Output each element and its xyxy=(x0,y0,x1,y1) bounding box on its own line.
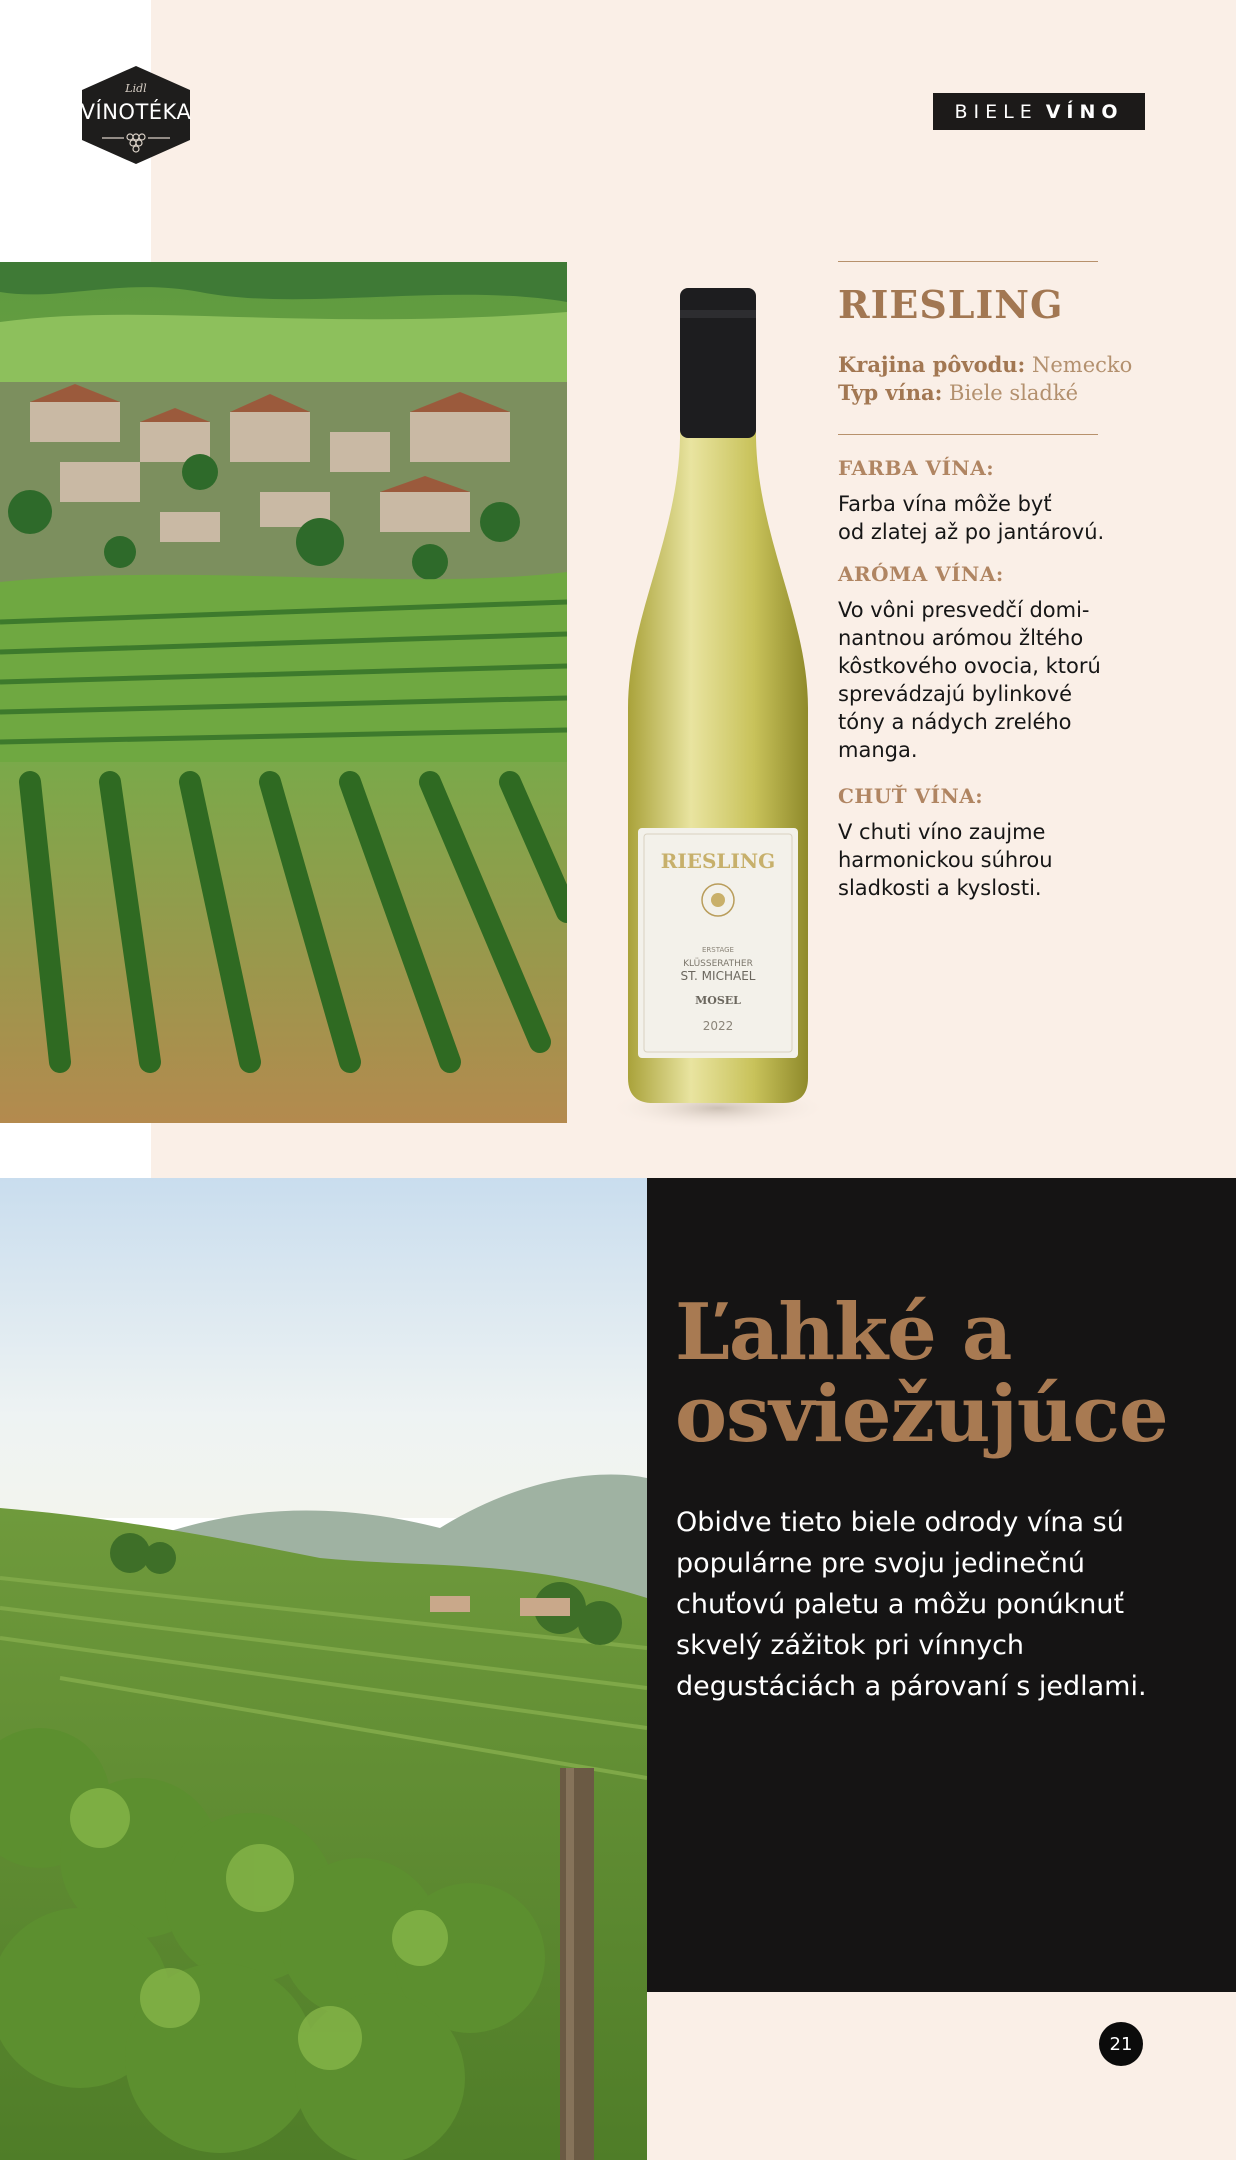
vinoteka-logo[interactable] xyxy=(78,64,194,166)
bottle-label-year: 2022 xyxy=(702,1019,734,1033)
vineyard-village-photo xyxy=(0,262,567,1123)
category-light: BIELE xyxy=(954,100,1038,123)
logo-brand: Lidl xyxy=(125,82,147,95)
bottle-label-producer-2: ST. MICHAEL xyxy=(680,969,756,983)
cream-footer-background xyxy=(647,1992,1236,2160)
type-value: Biele sladké xyxy=(949,381,1079,405)
origin-label: Krajina pôvodu: xyxy=(838,352,1026,377)
category-bold: VÍNO xyxy=(1045,100,1124,123)
taste-title: CHUŤ VÍNA: xyxy=(838,784,984,808)
vineyard-landscape-photo xyxy=(0,1178,647,2160)
bottle-label-name: RIESLING xyxy=(660,849,776,873)
aroma-body: Vo vôni presvedčí domi- nantnou arómou žltého kôstkového ovocia, ktorú sprevádzajú bylinkové tóny a nádych zrelého manga. xyxy=(838,598,1101,762)
riesling-bottle-image xyxy=(608,288,838,1138)
origin-line xyxy=(838,352,1132,377)
origin-value: Nemecko xyxy=(1031,353,1133,377)
bottle-label-region: MOSEL xyxy=(695,994,741,1007)
feature-body: Obidve tieto biele odrody vína sú populárne pre svoju jedinečnú chuťovú paletu a môžu ponúknuť skvelý zážitok pri vínnych degustáciách a párovaní s jedlami. xyxy=(676,1507,1147,1702)
logo-text: VÍNOTÉKA xyxy=(80,100,192,124)
wine-name: RIESLING xyxy=(838,282,1064,327)
category-badge xyxy=(933,93,1145,130)
taste-body: V chuti víno zaujme harmonickou súhrou sladkosti a kyslosti. xyxy=(838,820,1053,900)
page-number-badge xyxy=(1099,2022,1143,2066)
type-label: Typ vína: xyxy=(838,380,943,405)
bottle-label-producer-1: KLÜSSERATHER xyxy=(683,959,753,969)
aroma-title: ARÓMA VÍNA: xyxy=(838,562,1004,586)
feature-headline: Ľahké a osviežujúce xyxy=(675,1287,1168,1460)
page-number: 21 xyxy=(1109,2033,1133,2055)
divider-top xyxy=(838,261,1098,262)
color-body: Farba vína môže byť od zlatej až po jantárovú. xyxy=(838,492,1105,544)
bottle-label-sub: ERSTAGE xyxy=(702,946,734,954)
type-line xyxy=(838,380,1078,405)
color-title: FARBA VÍNA: xyxy=(838,456,995,480)
divider-bottom xyxy=(838,434,1098,435)
